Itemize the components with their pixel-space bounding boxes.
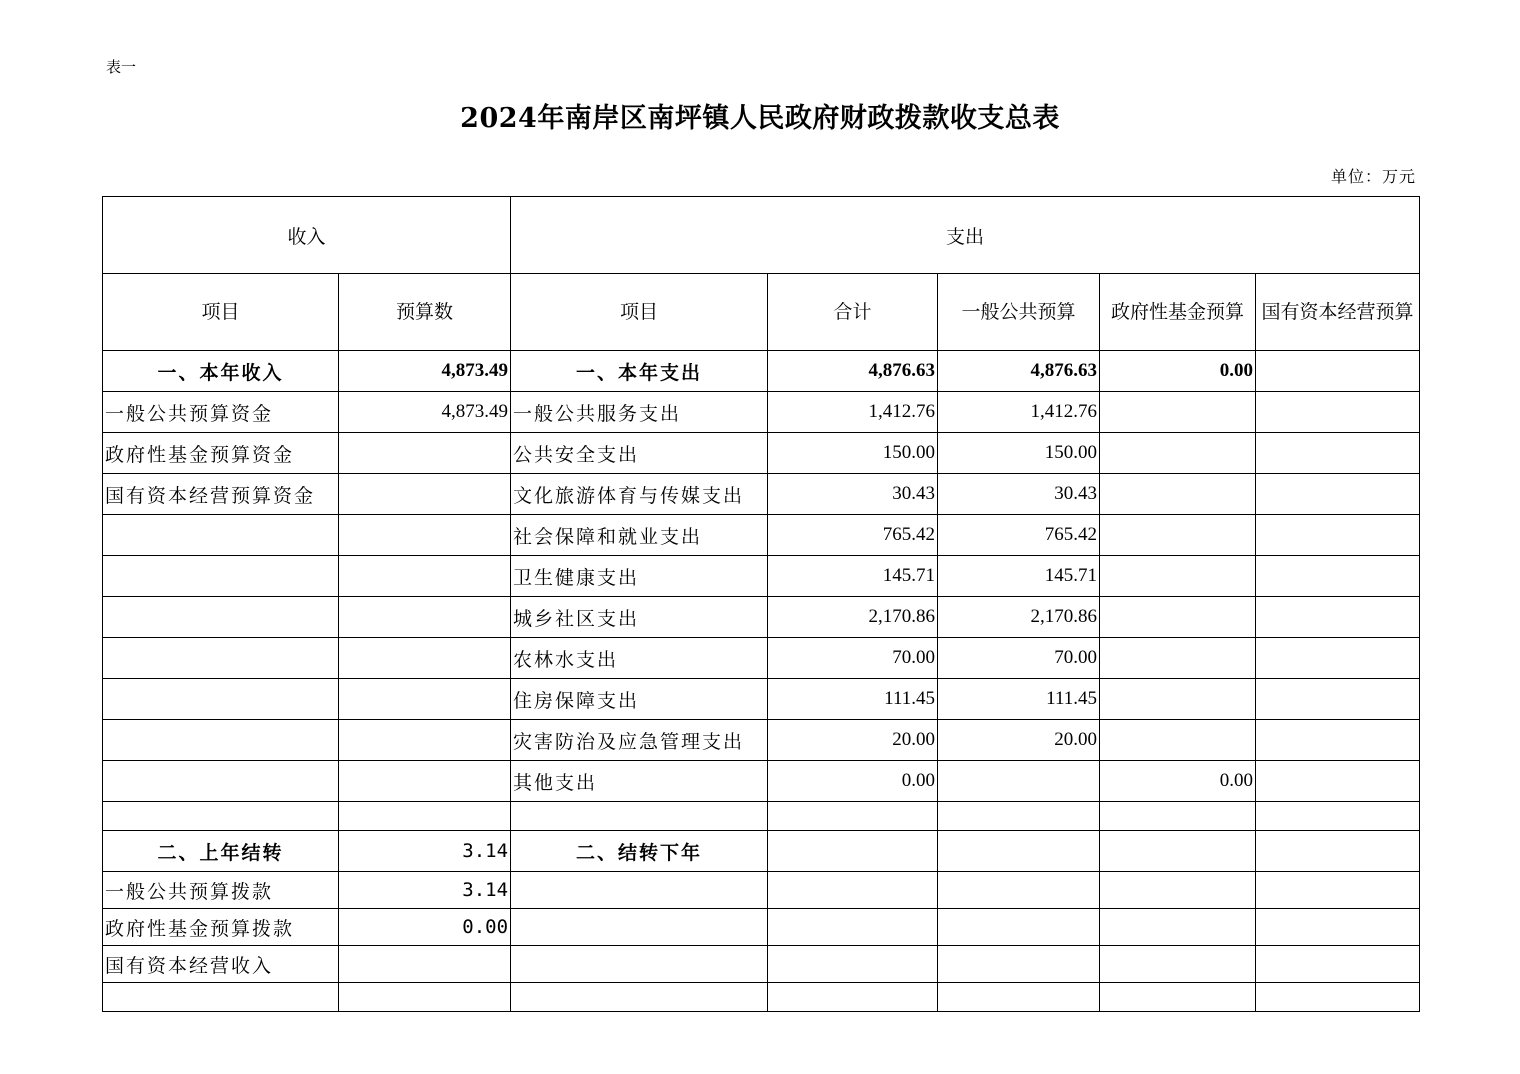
table-row <box>103 872 1420 909</box>
exp-total: 70.00 <box>768 638 938 679</box>
exp-item: 农林水支出 <box>511 638 768 679</box>
income-value: 4,873.49 <box>339 392 511 433</box>
income-value <box>339 679 511 720</box>
income-item: 一般公共预算资金 <box>103 392 339 433</box>
table-row <box>103 946 1420 983</box>
exp-general <box>938 761 1100 802</box>
exp-state <box>1256 597 1420 638</box>
table-row <box>103 515 1420 556</box>
income-value <box>339 720 511 761</box>
exp-total: 1,412.76 <box>768 392 938 433</box>
income-budget-header: 预算数 <box>339 274 511 351</box>
unit-label: 单位：万元 <box>1330 167 1416 186</box>
exp-fund <box>1100 433 1256 474</box>
table-row <box>103 720 1420 761</box>
exp-fund <box>1100 802 1256 831</box>
exp-total: 2,170.86 <box>768 597 938 638</box>
exp-item <box>511 872 768 909</box>
income-item-header: 项目 <box>103 274 339 351</box>
income-value: 0.00 <box>339 909 511 946</box>
exp-fund <box>1100 392 1256 433</box>
exp-state <box>1256 946 1420 983</box>
page-title: 2024年南岸区南坪镇人民政府财政拨款收支总表 <box>460 103 1060 134</box>
exp-total: 20.00 <box>768 720 938 761</box>
exp-general: 20.00 <box>938 720 1100 761</box>
income-item <box>103 983 339 1012</box>
exp-fund <box>1100 872 1256 909</box>
exp-state <box>1256 761 1420 802</box>
exp-state <box>1256 515 1420 556</box>
income-value <box>339 946 511 983</box>
exp-general-header: 一般公共预算 <box>938 274 1100 351</box>
exp-item-header: 项目 <box>511 274 768 351</box>
exp-state <box>1256 983 1420 1012</box>
exp-total: 765.42 <box>768 515 938 556</box>
budget-table <box>102 196 1420 1012</box>
income-value: 3.14 <box>339 872 511 909</box>
exp-item: 一般公共服务支出 <box>511 392 768 433</box>
exp-total <box>768 802 938 831</box>
exp-fund <box>1100 679 1256 720</box>
exp-fund <box>1100 474 1256 515</box>
exp-item: 社会保障和就业支出 <box>511 515 768 556</box>
exp-item: 二、结转下年 <box>511 831 768 872</box>
exp-general <box>938 872 1100 909</box>
income-value: 4,873.49 <box>339 351 511 392</box>
exp-state <box>1256 720 1420 761</box>
exp-state <box>1256 433 1420 474</box>
income-item: 国有资本经营收入 <box>103 946 339 983</box>
exp-general: 2,170.86 <box>938 597 1100 638</box>
table-row <box>103 351 1420 392</box>
table-row <box>103 679 1420 720</box>
exp-total: 150.00 <box>768 433 938 474</box>
income-value <box>339 597 511 638</box>
income-value <box>339 761 511 802</box>
income-item: 一般公共预算拨款 <box>103 872 339 909</box>
exp-total: 0.00 <box>768 761 938 802</box>
exp-state <box>1256 351 1420 392</box>
table-row <box>103 433 1420 474</box>
exp-fund: 0.00 <box>1100 351 1256 392</box>
exp-general <box>938 946 1100 983</box>
exp-fund-header: 政府性基金预算 <box>1100 274 1256 351</box>
income-header: 收入 <box>103 197 511 274</box>
income-item <box>103 556 339 597</box>
exp-fund <box>1100 720 1256 761</box>
income-item <box>103 720 339 761</box>
income-value <box>339 474 511 515</box>
header-row-main <box>103 197 1420 274</box>
exp-item <box>511 983 768 1012</box>
income-value <box>339 515 511 556</box>
exp-general: 145.71 <box>938 556 1100 597</box>
exp-total: 4,876.63 <box>768 351 938 392</box>
exp-general <box>938 831 1100 872</box>
exp-fund <box>1100 638 1256 679</box>
income-item <box>103 638 339 679</box>
table-row <box>103 638 1420 679</box>
income-value <box>339 983 511 1012</box>
exp-general: 70.00 <box>938 638 1100 679</box>
exp-general: 1,412.76 <box>938 392 1100 433</box>
income-item <box>103 597 339 638</box>
exp-state <box>1256 872 1420 909</box>
exp-general: 4,876.63 <box>938 351 1100 392</box>
exp-item: 卫生健康支出 <box>511 556 768 597</box>
income-item: 国有资本经营预算资金 <box>103 474 339 515</box>
exp-fund <box>1100 556 1256 597</box>
expenditure-header: 支出 <box>511 197 1420 274</box>
exp-item: 灾害防治及应急管理支出 <box>511 720 768 761</box>
exp-item: 公共安全支出 <box>511 433 768 474</box>
income-item: 政府性基金预算拨款 <box>103 909 339 946</box>
exp-item: 住房保障支出 <box>511 679 768 720</box>
exp-fund <box>1100 515 1256 556</box>
exp-total <box>768 831 938 872</box>
exp-total: 30.43 <box>768 474 938 515</box>
table-row <box>103 392 1420 433</box>
exp-general: 765.42 <box>938 515 1100 556</box>
exp-general: 150.00 <box>938 433 1100 474</box>
exp-total <box>768 983 938 1012</box>
income-item <box>103 761 339 802</box>
income-item: 二、上年结转 <box>103 831 339 872</box>
table-row <box>103 802 1420 831</box>
exp-general <box>938 983 1100 1012</box>
table-row <box>103 556 1420 597</box>
exp-item <box>511 946 768 983</box>
table-row <box>103 474 1420 515</box>
exp-general: 30.43 <box>938 474 1100 515</box>
exp-item: 其他支出 <box>511 761 768 802</box>
table-row <box>103 597 1420 638</box>
exp-fund <box>1100 983 1256 1012</box>
income-value <box>339 802 511 831</box>
exp-state-header: 国有资本经营预算 <box>1256 274 1420 351</box>
header-row-sub <box>103 274 1420 351</box>
exp-item <box>511 802 768 831</box>
exp-fund <box>1100 946 1256 983</box>
exp-fund: 0.00 <box>1100 761 1256 802</box>
exp-fund <box>1100 597 1256 638</box>
table-row <box>103 831 1420 872</box>
table-row <box>103 761 1420 802</box>
exp-total-header: 合计 <box>768 274 938 351</box>
income-value <box>339 638 511 679</box>
exp-state <box>1256 474 1420 515</box>
exp-general <box>938 909 1100 946</box>
exp-total <box>768 872 938 909</box>
exp-state <box>1256 831 1420 872</box>
income-value: 3.14 <box>339 831 511 872</box>
exp-total <box>768 909 938 946</box>
income-value <box>339 556 511 597</box>
exp-general: 111.45 <box>938 679 1100 720</box>
income-item <box>103 515 339 556</box>
table-label: 表一 <box>106 58 137 76</box>
exp-total: 111.45 <box>768 679 938 720</box>
exp-item: 文化旅游体育与传媒支出 <box>511 474 768 515</box>
exp-general <box>938 802 1100 831</box>
exp-fund <box>1100 909 1256 946</box>
exp-state <box>1256 909 1420 946</box>
table-row <box>103 909 1420 946</box>
exp-state <box>1256 638 1420 679</box>
exp-state <box>1256 802 1420 831</box>
income-item <box>103 802 339 831</box>
income-item: 一、本年收入 <box>103 351 339 392</box>
income-item: 政府性基金预算资金 <box>103 433 339 474</box>
exp-state <box>1256 556 1420 597</box>
exp-item: 城乡社区支出 <box>511 597 768 638</box>
exp-item <box>511 909 768 946</box>
income-item <box>103 679 339 720</box>
exp-total: 145.71 <box>768 556 938 597</box>
exp-item: 一、本年支出 <box>511 351 768 392</box>
exp-state <box>1256 679 1420 720</box>
exp-fund <box>1100 831 1256 872</box>
income-value <box>339 433 511 474</box>
exp-total <box>768 946 938 983</box>
table-row <box>103 983 1420 1012</box>
exp-state <box>1256 392 1420 433</box>
